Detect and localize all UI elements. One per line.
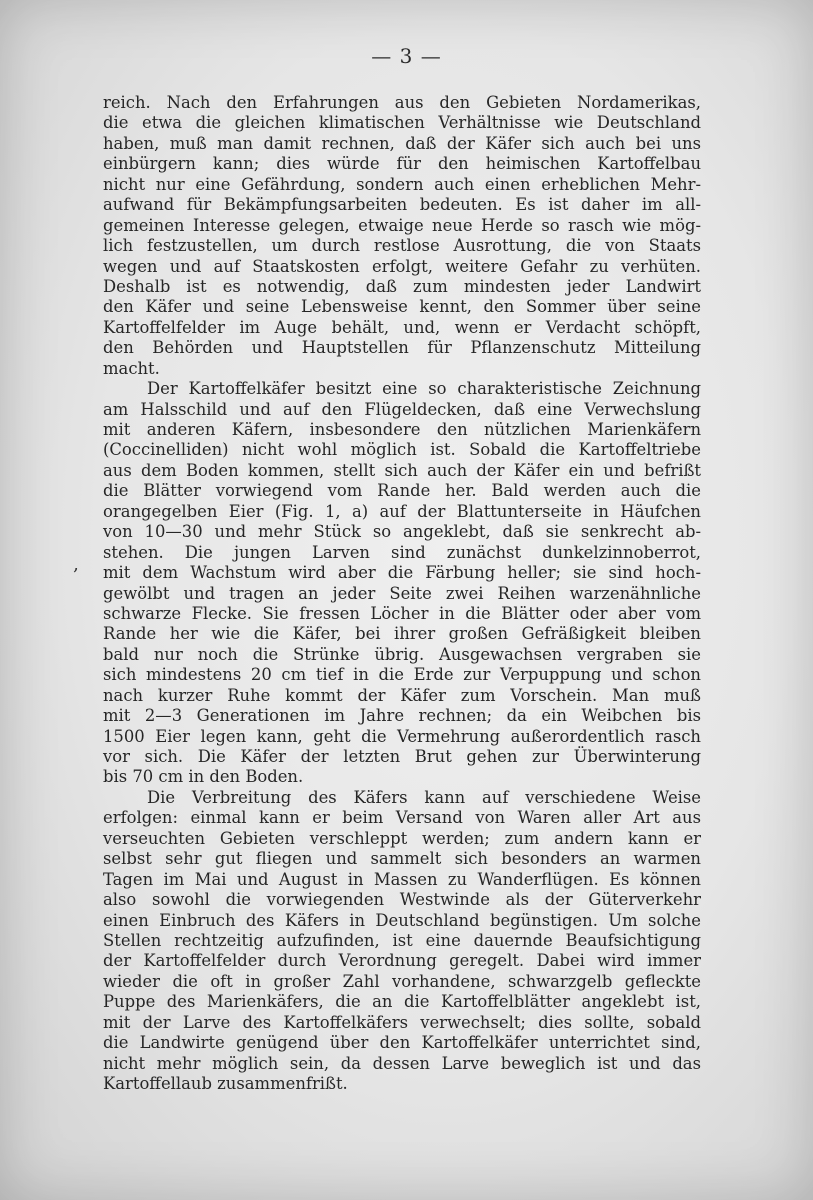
text-line: mit anderen Käfern, insbesondere den nützlichen Marienkäfern bbox=[103, 420, 701, 439]
text-line: gemeinen Interesse gelegen, etwaige neue Herde so rasch wie mög- bbox=[103, 215, 701, 235]
text-line: (Coccinelliden) nicht wohl möglich ist. Sobald die Kartoffeltriebe bbox=[103, 440, 701, 460]
text-line: wegen und auf Staatskosten erfolgt, weitere Gefahr zu verhüten. bbox=[103, 256, 701, 276]
text-line: den Käfer und seine Lebensweise kennt, den Sommer über seine bbox=[103, 297, 701, 317]
text-line: der Kartoffelfelder durch Verordnung geregelt. Dabei wird immer bbox=[103, 951, 701, 971]
text-line: aufwand für Bekämpfungsarbeiten bedeuten. Es ist daher im all- bbox=[103, 195, 701, 215]
text-line: haben, muß man damit rechnen, daß der Käfer sich auch bei uns bbox=[103, 133, 701, 153]
text-line: selbst sehr gut fliegen und sammelt sich besonders an warmen bbox=[103, 849, 701, 869]
text-line: bald nur noch die Strünke übrig. Ausgewachsen vergraben sie bbox=[103, 644, 701, 664]
text-line: von 10—30 und mehr Stück so angeklebt, daß sie senkrecht ab- bbox=[103, 522, 701, 542]
margin-mark: ‚ bbox=[73, 554, 79, 575]
text-line: verseuchten Gebieten verschleppt werden; zum andern kann er bbox=[103, 828, 701, 848]
text-line: Kartoffellaub zusammenfrißt. bbox=[103, 1074, 348, 1093]
text-line: stehen. Die jungen Larven sind zunächst dunkelzinnoberrot, bbox=[103, 542, 701, 562]
text-line: Puppe des Marienkäfers, die an die Kartoffelblätter angeklebt ist, bbox=[103, 992, 701, 1012]
text-line: macht. bbox=[103, 358, 160, 378]
text-line: lich festzustellen, um durch restlose Ausrottung, die von Staats bbox=[103, 236, 701, 256]
text-line: Kartoffelfelder im Auge behält, und, wenn er Verdacht schöpft, bbox=[103, 317, 701, 337]
text-line: nicht mehr möglich sein, da dessen Larve beweglich ist und das bbox=[103, 1053, 701, 1073]
text-line: Stellen rechtzeitig aufzufinden, ist eine dauernde Beaufsichtigung bbox=[103, 930, 701, 950]
text-line: einen Einbruch des Käfers in Deutschland begünstigen. Um solche bbox=[103, 910, 701, 930]
text-line: orangegelben Eier (Fig. 1, a) auf der Blattunterseite in Häufchen bbox=[103, 501, 701, 521]
text-line: mit dem Wachstum wird aber die Färbung heller; sie sind hoch- bbox=[103, 563, 701, 583]
text-line: gewölbt und tragen an jeder Seite zwei Reihen warzenähnliche bbox=[103, 583, 701, 603]
text-line: vor sich. Die Käfer der letzten Brut gehen zur Überwinterung bbox=[103, 747, 701, 766]
text-line: schwarze Flecke. Sie fressen Löcher in die Blätter oder aber vom bbox=[103, 603, 701, 623]
text-line: Deshalb ist es notwendig, daß zum mindesten jeder Landwirt bbox=[103, 276, 701, 296]
text-line: nicht nur eine Gefährdung, sondern auch einen erheblichen Mehr- bbox=[103, 174, 701, 194]
text-line: die etwa die gleichen klimatischen Verhältnisse wie Deutschland bbox=[103, 113, 701, 133]
text-line: einbürgern kann; dies würde für den heimischen Kartoffelbau bbox=[103, 154, 701, 174]
text-line: den Behörden und Hauptstellen für Pflanzenschutz Mitteilung bbox=[103, 338, 701, 358]
text-line: die Blätter vorwiegend vom Rande her. Bald werden auch die bbox=[103, 481, 701, 501]
text-line: mit 2—3 Generationen im Jahre rechnen; da ein Weibchen bis bbox=[103, 706, 701, 726]
text-line: mit der Larve des Kartoffelkäfers verwechselt; dies sollte, sobald bbox=[103, 1012, 701, 1032]
text-line: aus dem Boden kommen, stellt sich auch der Käfer ein und befrißt bbox=[103, 460, 701, 480]
body-text bbox=[103, 93, 701, 1094]
text-line: reich. Nach den Erfahrungen aus den Gebieten Nordamerikas, bbox=[103, 93, 701, 112]
text-line: erfolgen: einmal kann er beim Versand von Waren aller Art aus bbox=[103, 808, 701, 828]
text-line: Rande her wie die Käfer, bei ihrer großen Gefräßigkeit bleiben bbox=[103, 624, 701, 644]
text-line: wieder die oft in großer Zahl vorhandene, schwarzgelb gefleckte bbox=[103, 971, 701, 991]
paragraph-first-line: Die Verbreitung des Käfers kann auf verschiedene Weise bbox=[147, 787, 701, 807]
text-line: die Landwirte genügend über den Kartoffelkäfer unterrichtet sind, bbox=[103, 1033, 701, 1053]
text-line: Tagen im Mai und August in Massen zu Wanderflügen. Es können bbox=[103, 869, 701, 889]
text-line: am Halsschild und auf den Flügeldecken, daß eine Verwechslung bbox=[103, 399, 701, 419]
paragraph-first-line: Der Kartoffelkäfer besitzt eine so charakteristische Zeichnung bbox=[147, 379, 701, 399]
text-line: 1500 Eier legen kann, geht die Vermehrung außerordentlich rasch bbox=[103, 726, 701, 746]
page-number: — 3 — bbox=[371, 44, 442, 68]
text-line: sich mindestens 20 cm tief in die Erde zur Verpuppung und schon bbox=[103, 665, 701, 685]
text-line: also sowohl die vorwiegenden Westwinde als der Güterverkehr bbox=[103, 890, 701, 910]
text-line: bis 70 cm in den Boden. bbox=[103, 767, 304, 787]
text-line: nach kurzer Ruhe kommt der Käfer zum Vorschein. Man muß bbox=[103, 685, 701, 705]
